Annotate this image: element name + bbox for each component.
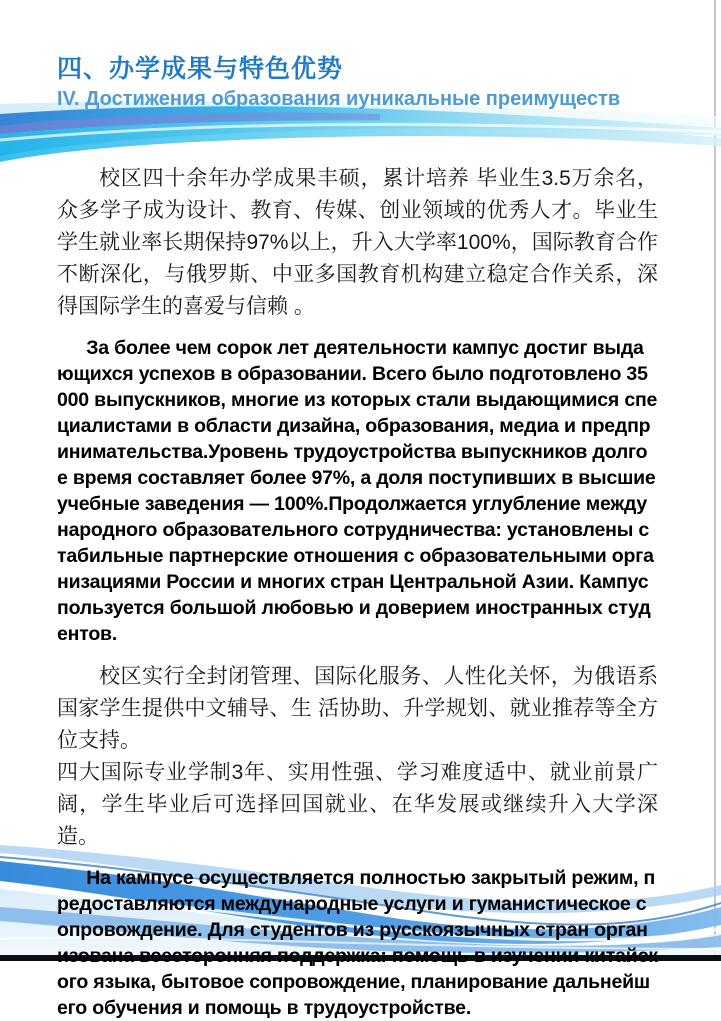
body-content — [57, 163, 658, 1021]
page-subtitle-ru: IV. Достижения образования иуникальные преимуществ — [57, 88, 621, 110]
paragraph-ru-achievements: За более чем сорок лет деятельности кампус достиг выдающихся успехов в образовании. Всего было подготовлено 35 000 выпускников, многие из которых стали выдающимися специалистами в области дизайна, образования, медиа и предпринимательства.Уровень трудоустройства выпускников долгое время составляет более 97%, а доля поступивших в высшие учебные заведения — 100%.Продолжается углубление международного образовательного сотрудничества: установлены стабильные партнерские отношения с образовательными организациями России и многих стран Центральной Азии. Кампус пользуется большой любовью и доверием иностранных студентов. — [57, 337, 658, 645]
header — [57, 54, 677, 111]
paragraph-ru-support: На кампусе осуществляется полностью закрытый режим, предоставляются международные услуги и гуманистическое сопровождение. Для студентов из русскоязычных стран организована всесторонняя поддержка: помощь в изучении китайского языка, бытовое сопровождение, планирование дальнейшего обучения и помощь в трудоустройстве. — [57, 867, 658, 1019]
page-title-zh: 四、办学成果与特色优势 — [57, 55, 344, 83]
paragraph-zh-majors: 四大国际专业学制3年、实用性强、学习难度适中、就业前景广阔，学生毕业后可选择回国就业、在华发展或继续升入大学深造。 — [57, 761, 658, 848]
paragraph-zh-achievements: 校区四十余年办学成果丰硕，累计培养 毕业生3.5万余名，众多学子成为设计、教育、传媒、创业领域的优秀人才。毕业生学生就业率长期保持97%以上，升入大学率100%，国际教育合作不断深化，与俄罗斯、中亚多国教育机构建立稳定合作关系，深得国际学生的喜爱与信赖 。 — [57, 167, 658, 318]
paragraph-zh-management: 校区实行全封闭管理、国际化服务、人性化关怀，为俄语系国家学生提供中文辅导、生 活协助、升学规划、就业推荐等全方位支持。 — [57, 665, 658, 752]
